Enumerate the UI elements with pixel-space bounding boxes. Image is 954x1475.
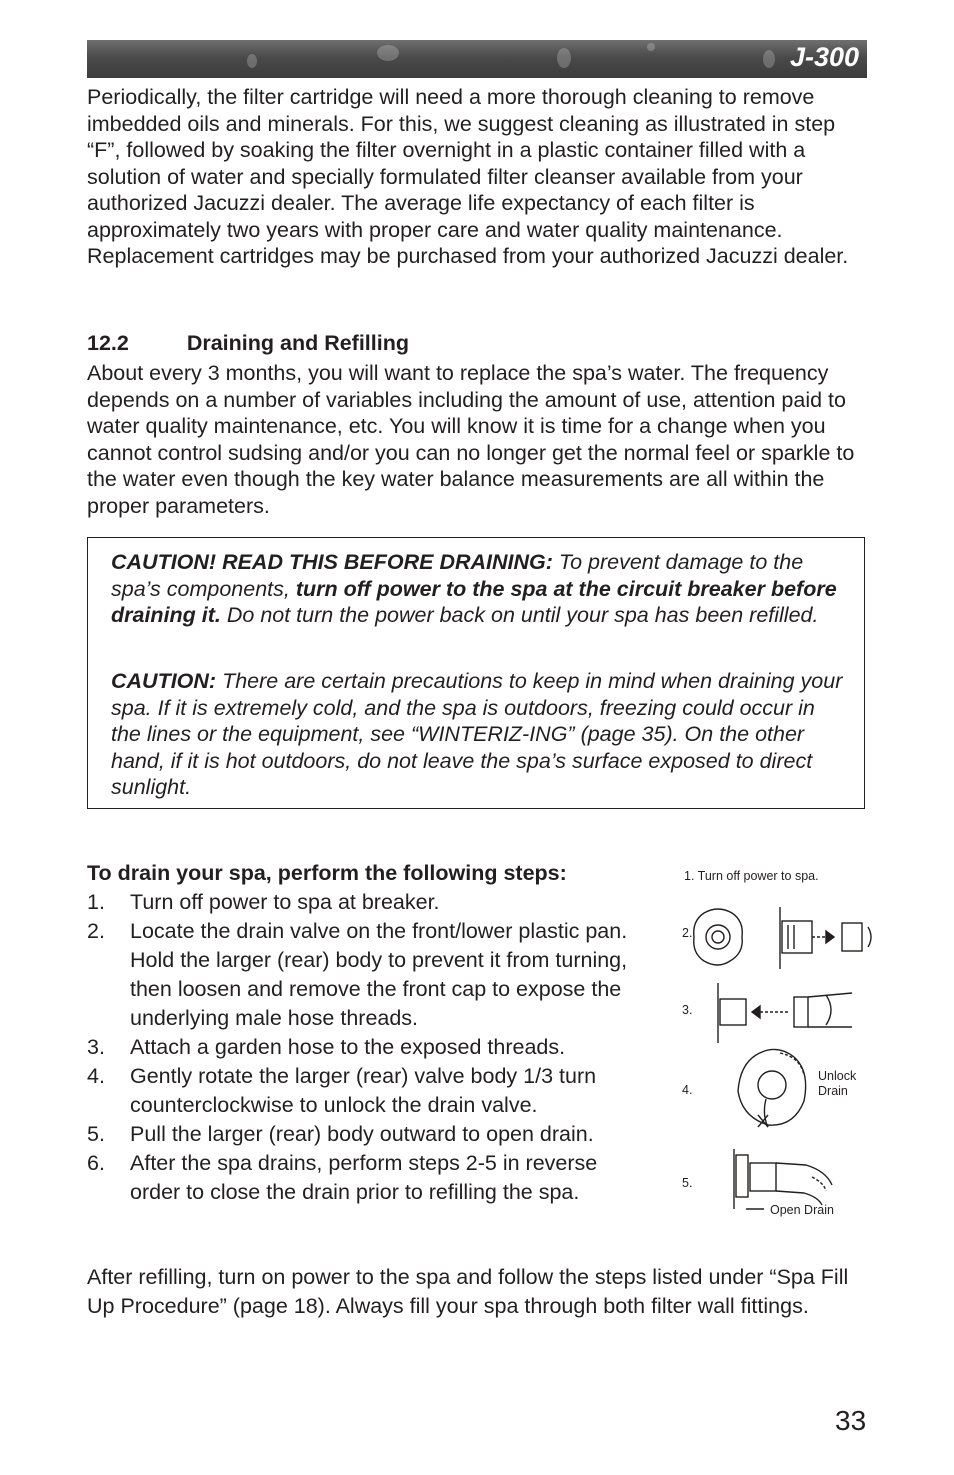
step-text: Pull the larger (rear) body outward to open drain. <box>130 1122 594 1146</box>
drain-valve-illustration <box>676 865 876 1225</box>
section-title: Draining and Refilling <box>186 331 409 355</box>
step-item <box>87 1062 650 1120</box>
caution-1-text-a: To prevent damage to the spa’s components, <box>111 550 804 601</box>
step-text: Gently rotate the larger (rear) valve body 1/3 turn counterclockwise to unlock the drain valve. <box>130 1064 597 1117</box>
step-item <box>87 1120 647 1149</box>
step-item <box>87 888 647 917</box>
step-text: Locate the drain valve on the front/lower plastic pan. Hold the larger (rear) body to prevent it from turning, then loosen and remove the front cap to expose the underlying male hose threads. <box>130 919 628 1030</box>
section-paragraph: About every 3 months, you will want to replace the spa’s water. The frequency depends on a number of variables including the amount of use, attention paid to water quality maintenance, etc. You will know it is time for a change when you cannot control sudsing and/or you can no longer get the normal feel or sparkle to the water even though the key water balance measurements are all within the proper parameters. <box>87 361 855 518</box>
drain-steps <box>87 859 647 1207</box>
caution-1-bold: turn off power to the spa at the circuit breaker before draining it. <box>111 576 837 627</box>
caution-paragraph-1 <box>111 549 846 629</box>
figure-step3-label: 3. <box>682 1003 693 1017</box>
step-number: 1. <box>87 890 105 914</box>
caution-paragraph-2 <box>111 668 846 801</box>
drain-valve-figure <box>676 865 876 1225</box>
step-text: Turn off power to spa at breaker. <box>130 890 440 914</box>
caution-box <box>87 537 865 809</box>
step-number: 4. <box>87 1064 105 1088</box>
step-number: 2. <box>87 919 105 943</box>
step-item <box>87 917 645 1033</box>
caution-2-text: There are certain precautions to keep in mind when draining your spa. If it is extremely cold, and the spa is outdoors, freezing could occur in the lines or the equipment, see “WINTERIZ-ING” (page 35). On the other hand, if it is hot outdoors, do not leave the spa’s surface exposed to direct sunlight. <box>111 669 843 799</box>
figure-step5-label: 5. <box>682 1176 693 1190</box>
caution-1-label: CAUTION! READ THIS BEFORE DRAINING: <box>111 550 553 574</box>
section-number: 12.2 <box>87 331 129 355</box>
model-title: J-300 <box>789 42 859 72</box>
figure-step2-label: 2. <box>682 926 693 940</box>
closing-paragraph: After refilling, turn on power to the spa and follow the steps listed under “Spa Fill Up Procedure” (page 18). Always fill your spa through both filter wall fittings. <box>87 1265 849 1318</box>
step-text: After the spa drains, perform steps 2-5 in reverse order to close the drain prior to refilling the spa. <box>130 1151 598 1204</box>
caution-2-label: CAUTION: <box>111 669 217 693</box>
step-number: 5. <box>87 1122 105 1146</box>
unlock-drain-label: Unlock Drain <box>818 1069 857 1098</box>
step-item <box>87 1149 645 1207</box>
valve-cap-icon <box>694 909 743 965</box>
steps-title: To drain your spa, perform the following steps: <box>87 861 567 885</box>
section-heading <box>87 331 409 356</box>
step-number: 3. <box>87 1035 105 1059</box>
figure-step1-label: 1. Turn off power to spa. <box>684 869 819 883</box>
step-number: 6. <box>87 1151 105 1175</box>
intro-paragraph: Periodically, the filter cartridge will need a more thorough cleaning to remove imbedded oils and minerals. For this, we suggest cleaning as illustrated in step “F”, followed by soaking the filter overnight in a plastic container filled with a solution of water and specially formulated filter cleanser available from your authorized Jacuzzi dealer. The average life expectancy of each filter is approximately two years with proper care and water quality maintenance. Replacement cartridges may be purchased from your authorized Jacuzzi dealer. <box>87 85 849 268</box>
caution-1-text-b: Do not turn the power back on until your spa has been refilled. <box>220 603 819 627</box>
header-banner <box>87 40 867 78</box>
open-drain-label: Open Drain <box>770 1203 834 1217</box>
step-item <box>87 1033 647 1062</box>
figure-step4-label: 4. <box>682 1083 693 1097</box>
step-text: Attach a garden hose to the exposed threads. <box>130 1035 566 1059</box>
page-number: 33 <box>835 1405 867 1436</box>
